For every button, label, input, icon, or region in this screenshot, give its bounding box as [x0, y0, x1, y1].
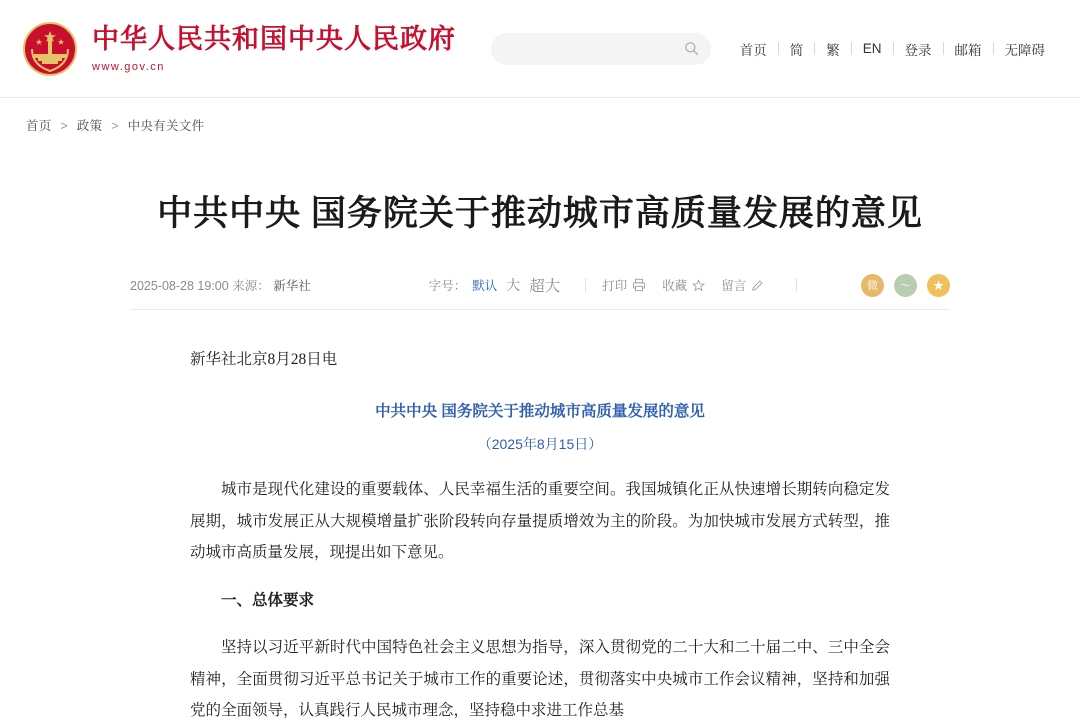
nav-item-login[interactable]: 登录 [904, 42, 932, 58]
site-title: 中华人民共和国中央人民政府 [92, 24, 456, 55]
header-right [491, 33, 1056, 65]
font-size-large[interactable]: 大 [506, 277, 521, 294]
article [130, 134, 950, 727]
inner-title: 中共中央 国务院关于推动城市高质量发展的意见 [375, 402, 705, 420]
source-name: 新华社 [273, 279, 311, 294]
page-title: 中共中央 国务院关于推动城市高质量发展的意见 [157, 194, 923, 234]
source-label: 来源： [232, 279, 270, 294]
nav-item-simplified[interactable]: 简 [789, 42, 804, 58]
site-url: www.gov.cn [92, 60, 165, 73]
comment-button[interactable] [721, 276, 764, 294]
paragraph: 坚持以习近平新时代中国特色社会主义思想为指导，深入贯彻党的二十大和二十届二中、三中全会精神，全面贯彻习近平总书记关于城市工作的重要论述，贯彻落实中央城市工作会议精神，坚持和加强党的全面领导，认真践行人民城市理念，坚持稳中求进工作总基 [190, 638, 890, 720]
national-emblem-icon [22, 21, 78, 77]
breadcrumb-separator: > [111, 119, 119, 133]
share-buttons [861, 274, 950, 297]
comment-label: 留言 [721, 279, 747, 294]
site-header [0, 0, 1080, 97]
section-heading: 一、总体要求 [221, 591, 315, 609]
nav-item-english[interactable]: EN [862, 41, 882, 56]
article-meta-tools [429, 274, 814, 296]
breadcrumb-item-policy[interactable]: 政策 [76, 119, 103, 133]
share-wechat-icon[interactable]: 〜 [894, 274, 917, 297]
print-button[interactable] [602, 276, 646, 294]
site-brand[interactable] [22, 21, 456, 77]
share-favorite-icon[interactable]: ★ [927, 274, 950, 297]
favorite-button[interactable] [662, 276, 705, 294]
nav-item-accessibility[interactable]: 无障碍 [1004, 42, 1045, 58]
search-input[interactable] [491, 33, 711, 65]
nav-item-home[interactable]: 首页 [739, 42, 767, 58]
favorite-label: 收藏 [662, 279, 688, 294]
star-icon [692, 279, 705, 292]
breadcrumb-separator: > [60, 119, 68, 133]
printer-icon [632, 278, 646, 292]
print-label: 打印 [602, 279, 628, 294]
article-body [190, 310, 890, 727]
inner-date: （2025年8月15日） [477, 435, 603, 452]
paragraph: 城市是现代化建设的重要载体、人民幸福生活的重要空间。我国城镇化正从快速增长期转向稳定发展期，城市发展正从大规模增量扩张阶段转向存量提质增效为主的阶段。为加快城市发展方式转型，推动城市高质量发展，现提出如下意见。 [190, 480, 890, 562]
header-nav [729, 39, 1056, 59]
share-weibo-icon[interactable]: 微 [861, 274, 884, 297]
dateline: 新华社北京8月28日电 [190, 350, 338, 368]
font-size-label: 字号： [428, 279, 467, 294]
breadcrumb-item-central-documents[interactable]: 中央有关文件 [127, 119, 205, 133]
article-meta-bar [130, 268, 950, 310]
search-icon[interactable] [684, 41, 699, 56]
font-size-default[interactable]: 默认 [472, 279, 498, 294]
meta-divider [796, 278, 797, 292]
article-meta-left [130, 276, 311, 294]
meta-divider [585, 278, 586, 292]
publish-time: 2025-08-28 19:00 [130, 279, 229, 294]
breadcrumb [0, 98, 1080, 134]
pencil-icon [751, 279, 764, 292]
breadcrumb-item-home[interactable]: 首页 [26, 119, 52, 133]
font-size-extra-large[interactable]: 超大 [529, 278, 561, 296]
nav-item-traditional[interactable]: 繁 [826, 42, 840, 58]
nav-item-mail[interactable]: 邮箱 [954, 42, 982, 58]
